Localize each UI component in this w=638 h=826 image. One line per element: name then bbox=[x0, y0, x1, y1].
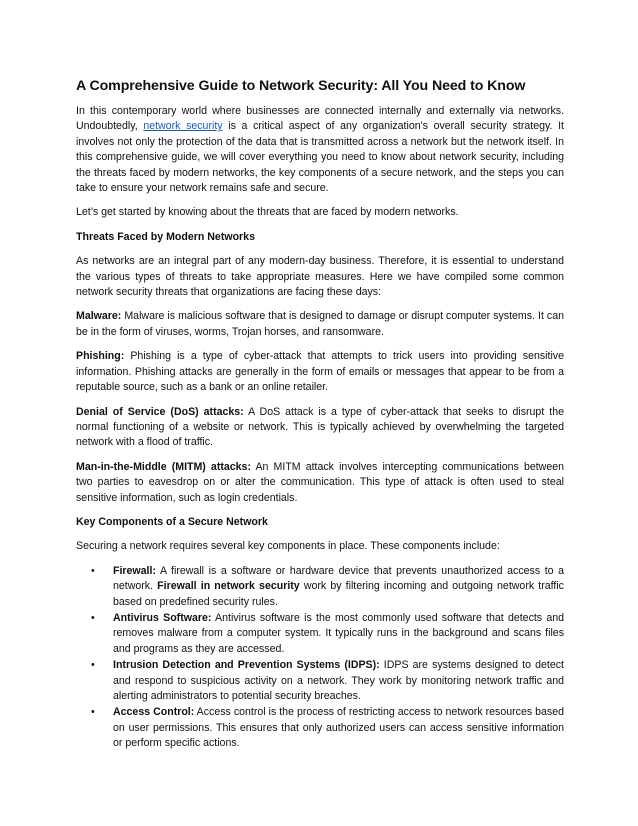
intro-paragraph bbox=[76, 104, 564, 196]
list-item-antivirus bbox=[76, 611, 564, 657]
component-description: Access control is the process of restricting access to network resources based on user permissions. This ensures that only authorized users can access sensitive information or perform specific actions. bbox=[113, 706, 564, 750]
threat-description: Malware is malicious software that is designed to damage or disrupt computer systems. It can be in the form of viruses, worms, Trojan horses, and ransomware. bbox=[76, 310, 564, 338]
document-body bbox=[76, 77, 564, 753]
threats-heading: Threats Faced by Modern Networks bbox=[76, 230, 255, 243]
threat-term: Man-in-the-Middle (MITM) attacks: bbox=[76, 460, 251, 473]
threat-phishing bbox=[76, 349, 564, 395]
components-intro-paragraph: Securing a network requires several key components in place. These components include: bbox=[76, 540, 500, 553]
threat-term: Phishing: bbox=[76, 350, 125, 363]
intro-text-end: is a critical aspect of any organization's overall security strategy. It involves not only the protection of the data that is transmitted across a network but the network itself. In this comprehensive guide, we will cover everything you need to know about network security, including the threats faced by modern networks, the key components of a secure network, and the steps you can take to ensure your network remains safe and secure. bbox=[76, 120, 564, 195]
threat-malware bbox=[76, 309, 564, 340]
threat-description: A DoS attack is a type of cyber-attack that seeks to disrupt the normal functioning of a website or network. This is typically achieved by overwhelming the targeted network with a flood of traffic. bbox=[76, 405, 564, 449]
component-term: Antivirus Software: bbox=[113, 611, 212, 624]
list-item-firewall bbox=[76, 564, 564, 610]
lead-in-paragraph: Let’s get started by knowing about the threats that are faced by modern networks. bbox=[76, 206, 459, 219]
threat-description: An MITM attack involves intercepting communications between two parties to eavesdrop on or alter the communication. This type of attack is often used to steal sensitive information, such as login credentials. bbox=[76, 460, 564, 504]
threat-dos bbox=[76, 405, 564, 451]
list-item-idps bbox=[76, 658, 564, 704]
threat-description: Phishing is a type of cyber-attack that attempts to trick users into providing sensitive information. Phishing attacks are generally in the form of emails or messages that appear to be from a reputable source, such as a bank or an online retailer. bbox=[76, 350, 564, 394]
bullet-icon: • bbox=[91, 611, 95, 624]
bullet-icon: • bbox=[91, 659, 95, 672]
component-description: Antivirus software is the most commonly used software that detects and removes malware from a computer system. It typically runs in the background and scans files and programs as they are accessed. bbox=[113, 611, 564, 655]
component-description-cont: work by filtering incoming and outgoing network traffic based on predefined security rules. bbox=[113, 580, 564, 608]
component-term-secondary: Firewall in network security bbox=[157, 580, 300, 593]
component-description: A firewall is a software or hardware device that prevents unauthorized access to a network. bbox=[113, 564, 564, 593]
threats-intro-paragraph: As networks are an integral part of any modern-day business. Therefore, it is essential to understand the various types of threats to take appropriate measures. Here we have compiled some common network security threats that organizations are facing these days: bbox=[76, 255, 564, 299]
list-item-access-control bbox=[76, 705, 564, 751]
threat-term: Malware: bbox=[76, 310, 122, 323]
bullet-icon: • bbox=[91, 706, 95, 719]
components-heading: Key Components of a Secure Network bbox=[76, 515, 268, 528]
network-security-link[interactable]: network security bbox=[143, 120, 223, 133]
threat-term: Denial of Service (DoS) attacks: bbox=[76, 405, 244, 418]
threat-mitm bbox=[76, 460, 564, 506]
component-description: IDPS are systems designed to detect and respond to suspicious activity on a network. They work by monitoring network traffic and alerting administrators to potential security breaches. bbox=[113, 659, 564, 702]
intro-text-start: In this contemporary world where businesses are connected internally and externally via networks. Undoubtedly, bbox=[76, 105, 564, 133]
components-list bbox=[76, 564, 564, 752]
page-title: A Comprehensive Guide to Network Security: All You Need to Know bbox=[76, 78, 526, 94]
component-term: Firewall: bbox=[113, 564, 156, 577]
component-term: Access Control: bbox=[113, 706, 195, 719]
component-term: Intrusion Detection and Prevention Systems (IDPS): bbox=[113, 659, 380, 672]
bullet-icon: • bbox=[91, 564, 95, 577]
